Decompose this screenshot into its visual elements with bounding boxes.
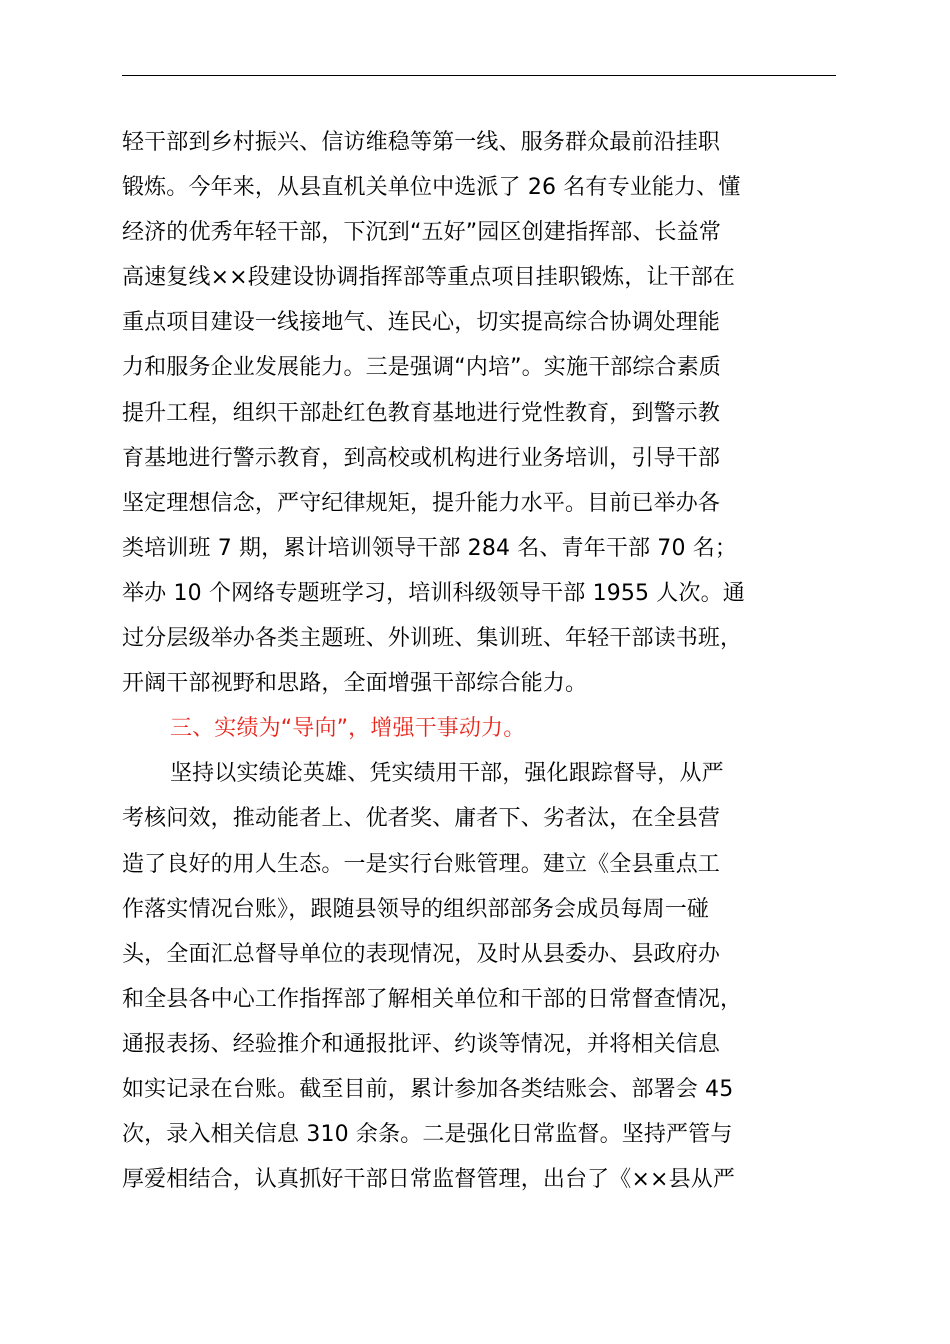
text-line: 次，录入相关信息 310 余条。二是强化日常监督。坚持严管与	[122, 1122, 733, 1148]
text-line: 高速复线××段建设协调指挥部等重点项目挂职锻炼，让干部在	[122, 265, 736, 291]
text-line: 坚定理想信念，严守纪律规矩，提升能力水平。目前已举办各	[122, 490, 721, 516]
document-body	[122, 120, 882, 1202]
text-line: 造了良好的用人生态。一是实行台账管理。建立《全县重点工	[122, 851, 721, 877]
paragraph-body	[122, 751, 882, 1202]
text-line: 和全县各中心工作指挥部了解相关单位和干部的日常督查情况，	[122, 986, 743, 1012]
text-line: 力和服务企业发展能力。三是强调“内培”。实施干部综合素质	[122, 355, 721, 381]
text-line: 育基地进行警示教育，到高校或机构进行业务培训，引导干部	[122, 445, 721, 471]
text-line: 提升工程，组织干部赴红色教育基地进行党性教育，到警示教	[122, 400, 721, 426]
section-heading: 三、实绩为“导向”，增强干事动力。	[170, 716, 526, 742]
text-line: 类培训班 7 期，累计培训领导干部 284 名、青年干部 70 名；	[122, 535, 738, 561]
paragraph-continued	[122, 120, 882, 706]
text-line: 锻炼。今年来，从县直机关单位中选派了 26 名有专业能力、懂	[122, 175, 741, 201]
text-line: 厚爱相结合，认真抓好干部日常监督管理，出台了《××县从严	[122, 1167, 736, 1193]
text-line: 坚持以实绩论英雄、凭实绩用干部，强化跟踪督导，从严	[170, 761, 724, 787]
text-line: 如实记录在台账。截至目前，累计参加各类结账会、部署会 45	[122, 1076, 734, 1102]
text-line: 头，全面汇总督导单位的表现情况，及时从县委办、县政府办	[122, 941, 721, 967]
text-line: 重点项目建设一线接地气、连民心，切实提高综合协调处理能	[122, 310, 721, 336]
text-line: 通报表扬、经验推介和通报批评、约谈等情况，并将相关信息	[122, 1031, 721, 1057]
text-line: 举办 10 个网络专题班学习，培训科级领导干部 1955 人次。通	[122, 580, 745, 606]
header-rule	[122, 75, 836, 76]
text-line: 轻干部到乡村振兴、信访维稳等第一线、服务群众最前沿挂职	[122, 130, 721, 155]
text-line: 过分层级举办各类主题班、外训班、集训班、年轻干部读书班，	[122, 626, 743, 652]
text-line: 经济的优秀年轻干部，下沉到“五好”园区创建指挥部、长益常	[122, 220, 721, 246]
text-line: 考核问效，推动能者上、优者奖、庸者下、劣者汰，在全县营	[122, 806, 721, 832]
text-line: 开阔干部视野和思路，全面增强干部综合能力。	[122, 671, 588, 697]
text-line: 作落实情况台账》，跟随县领导的组织部部务会成员每周一碰	[122, 896, 710, 922]
